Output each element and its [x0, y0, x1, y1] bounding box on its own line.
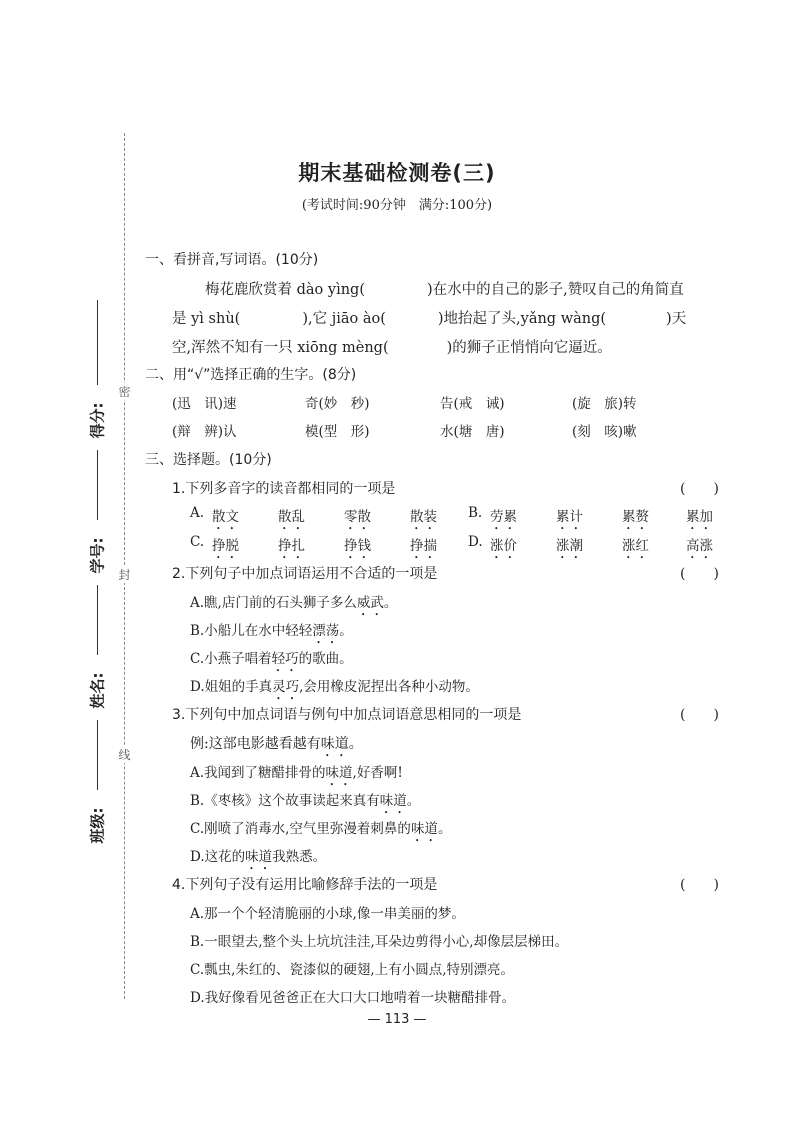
- seal-char-mi: 密: [118, 385, 131, 399]
- s1-line3: 空,浑然不知有一只 xiōng mèng( )的狮子正悄悄向它逼近。: [172, 340, 612, 356]
- q1-stem: 1.下列多音字的读音都相同的一项是: [172, 481, 396, 497]
- q4-option-b: B.一眼望去,整个头上坑坑洼洼,耳朵边剪得小心,却像层层梯田。: [190, 934, 569, 950]
- q2-option-a: A.瞧,店门前的石头狮子多么威武。: [190, 595, 398, 611]
- q1-answer-paren: ( ): [680, 481, 719, 497]
- q3-option-d: D.这花的味道我熟悉。: [190, 849, 327, 865]
- page-number: — 113 —: [367, 1012, 427, 1027]
- name-label: 姓名:: [88, 672, 107, 709]
- s2-r1-c4: (旋 旅)转: [572, 396, 637, 412]
- id-label: 学号:: [88, 537, 107, 574]
- id-field: [75, 505, 115, 605]
- q3-stem: 3.下列句中加点词语与例句中加点词语意思相同的一项是: [172, 707, 522, 723]
- q2-option-c: C.小燕子唱着轻巧的歌曲。: [190, 651, 353, 667]
- q2-stem: 2.下列句子中加点词语运用不合适的一项是: [172, 566, 438, 582]
- s2-r1-c3: 告(戒 诫): [440, 396, 505, 412]
- s2-r2-c1: (辩 辨)认: [172, 424, 237, 440]
- q4-option-c: C.瓢虫,朱红的、瓷漆似的硬翅,上有小圆点,特别漂亮。: [190, 962, 515, 978]
- q3-example: 例:这部电影越看越有味道。: [190, 736, 363, 752]
- s2-r2-c4: (刻 咳)嗽: [572, 424, 637, 440]
- seal-char-feng: 封: [118, 568, 131, 582]
- q2-answer-paren: ( ): [680, 566, 719, 582]
- section3-heading: 三、选择题。(10分): [145, 452, 272, 468]
- section2-heading: 二、用“√”选择正确的生字。(8分): [145, 367, 357, 383]
- class-label: 班级:: [88, 807, 107, 844]
- q4-stem: 4.下列句子没有运用比喻修辞手法的一项是: [172, 877, 438, 893]
- s1-line1: 梅花鹿欣赏着 dào yìng( )在水中的自己的影子,赞叹自己的角简直: [205, 282, 684, 298]
- score-field: [75, 370, 115, 470]
- s2-r2-c3: 水(塘 唐): [440, 424, 505, 440]
- score-label: 得分:: [88, 402, 107, 439]
- q4-option-a: A.那一个个轻清脆丽的小球,像一串美丽的梦。: [190, 906, 465, 922]
- q3-option-a: A.我闻到了糖醋排骨的味道,好香啊!: [190, 765, 403, 781]
- q4-answer-paren: ( ): [680, 877, 719, 893]
- q2-option-b: B.小船儿在水中轻轻漂荡。: [190, 623, 353, 639]
- q3-answer-paren: ( ): [680, 707, 719, 723]
- seal-char-xian: 线: [118, 748, 131, 762]
- s2-r2-c2: 模(型 形): [305, 424, 370, 440]
- q3-option-b: B.《枣核》这个故事读起来真有味道。: [190, 793, 421, 809]
- q2-option-d: D.姐姐的手真灵巧,会用橡皮泥捏出各种小动物。: [190, 679, 479, 695]
- name-field: [75, 640, 115, 740]
- s2-r1-c2: 奇(妙 秒): [305, 396, 370, 412]
- score-line: [97, 300, 98, 385]
- s2-r1-c1: (迅 讯)速: [172, 396, 237, 412]
- s1-line2: 是 yì shù( ),它 jiāo ào( )地抬起了头,yǎng wàng( )天: [172, 311, 687, 327]
- exam-info: (考试时间:90分钟 满分:100分): [301, 198, 493, 213]
- page-title: 期末基础检测卷(三): [298, 161, 496, 185]
- section1-heading: 一、看拼音,写词语。(10分): [145, 252, 319, 268]
- q4-option-d: D.我好像看见爸爸正在大口大口地啃着一块糖醋排骨。: [190, 990, 516, 1006]
- class-field: [75, 775, 115, 875]
- q3-option-c: C.刚喷了消毒水,空气里弥漫着刺鼻的味道。: [190, 821, 452, 837]
